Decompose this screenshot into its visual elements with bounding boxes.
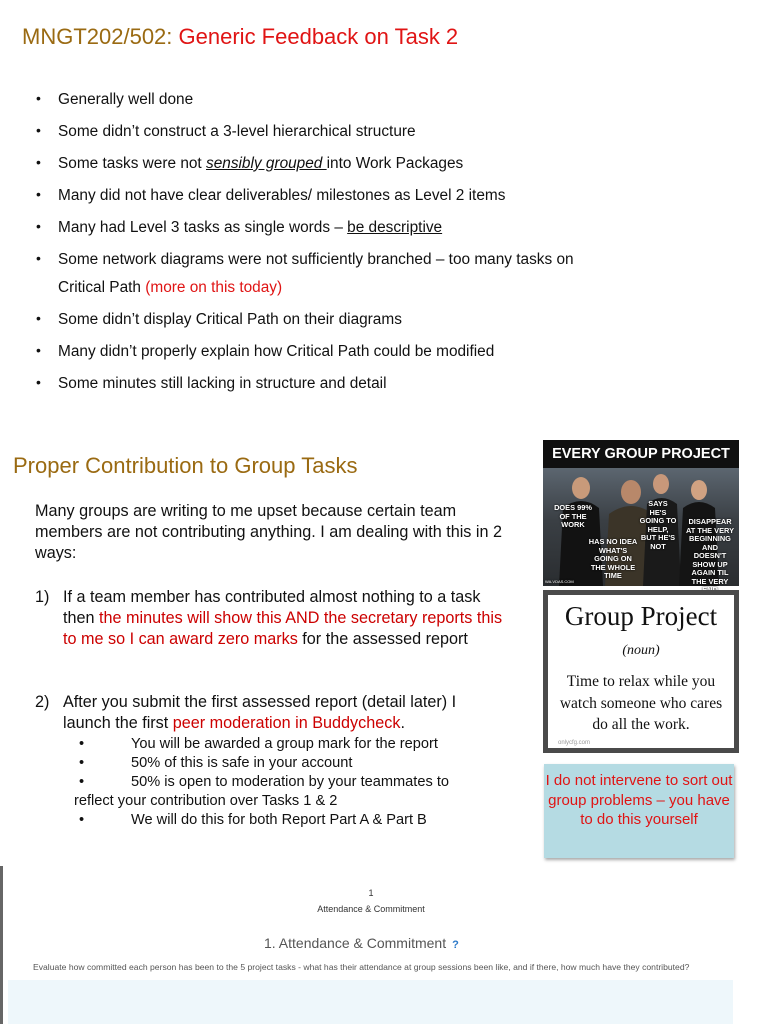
definition-title: Group Project (564, 601, 718, 631)
feedback-list (36, 86, 656, 402)
sub-bullet: • 50% is open to moderation by your teammates to (79, 774, 449, 790)
title-text: Generic Feedback on Task 2 (178, 24, 459, 49)
page-number: 1 (368, 888, 374, 898)
section-heading: Proper Contribution to Group Tasks (13, 453, 358, 478)
page-title (22, 24, 458, 50)
note-box: I do not intervene to sort out group problems – you have to do this yourself (544, 764, 734, 858)
list-item: • Many had Level 3 tasks as single words – be descriptive (36, 214, 656, 242)
list-item: • Some tasks were not sensibly grouped into Work Packages (36, 150, 656, 178)
highlight-text: the minutes will show this AND the secretary reports this to me so I can award zero marks (63, 609, 503, 648)
meme-header: EVERY GROUP PROJECT (543, 440, 739, 468)
watermark: WA.VDAS.COM (545, 579, 574, 584)
course-code: MNGT202/502: (22, 24, 173, 49)
watermark: onlycfg.com (558, 740, 591, 746)
list-item: • Many didn’t properly explain how Critical Path could be modified (36, 338, 656, 366)
group-project-definition-image (543, 590, 739, 753)
caption: DISAPPEAR AT THE VERY BEGINNING AND DOESN'T SHOW UP AGAIN TIL THE VERY (685, 517, 735, 586)
caption: HAS NO IDEA WHAT'S GOING ON THE WHOLE TIME (588, 537, 638, 580)
help-icon[interactable]: ? (452, 939, 459, 951)
definition-text: Time to relax while you watch someone who cares do all the work. (559, 673, 723, 733)
highlight-text: peer moderation in Buddycheck (172, 714, 401, 732)
list-item: • Some didn’t construct a 3-level hierarchical structure (36, 118, 656, 146)
definition-part-of-speech: (noun) (622, 643, 660, 658)
sub-bullet: • You will be awarded a group mark for the report (79, 736, 438, 752)
intro-paragraph: Many groups are writing to me upset because certain team members are not contributing anything. I am dealing with this in 2 ways: (35, 502, 502, 562)
list-item: • Some didn’t display Critical Path on their diagrams (36, 306, 656, 334)
caption: DOES 99% OF THE WORK (554, 503, 592, 529)
numbered-item-2: 2) After you submit the first assessed report (detail later) I launch the first peer moderation in Buddycheck. (35, 693, 457, 732)
answer-area[interactable] (8, 980, 733, 1024)
list-item: • Some network diagrams were not sufficiently branched – too many tasks on Critical Path (more on this today) (36, 246, 656, 302)
emphasis-text: sensibly grouped (206, 155, 327, 172)
sub-bullet: • 50% of this is safe in your account (79, 755, 353, 771)
numbered-item-1: 1) If a team member has contributed almost nothing to a task then the minutes will show this AND the secretary reports this to me so I can award zero marks for the assessed report (35, 588, 503, 648)
highlight-text: (more on this today) (145, 279, 283, 296)
question-title: 1. Attendance & Commitment ? (264, 935, 459, 951)
sub-bullet-continuation: reflect your contribution over Tasks 1 & 2 (74, 793, 338, 809)
list-item: • Some minutes still lacking in structure and detail (36, 370, 656, 398)
emphasis-text: be descriptive (347, 219, 443, 236)
list-item: • Generally well done (36, 86, 656, 114)
meme-photo (543, 468, 739, 586)
list-item: • Many did not have clear deliverables/ milestones as Level 2 items (36, 182, 656, 210)
caption: SAYS HE'S GOING TO HELP, BUT HE'S NOT (639, 499, 677, 551)
survey-screenshot (0, 866, 768, 1024)
sub-bullet: • We will do this for both Report Part A & Part B (79, 812, 427, 828)
every-group-project-image (543, 440, 739, 586)
page-subtitle: Attendance & Commitment (317, 904, 425, 914)
question-description: Evaluate how committed each person has been to the 5 project tasks - what has their attendance at group sessions been like, and if there, how much have they contributed? (33, 962, 690, 972)
